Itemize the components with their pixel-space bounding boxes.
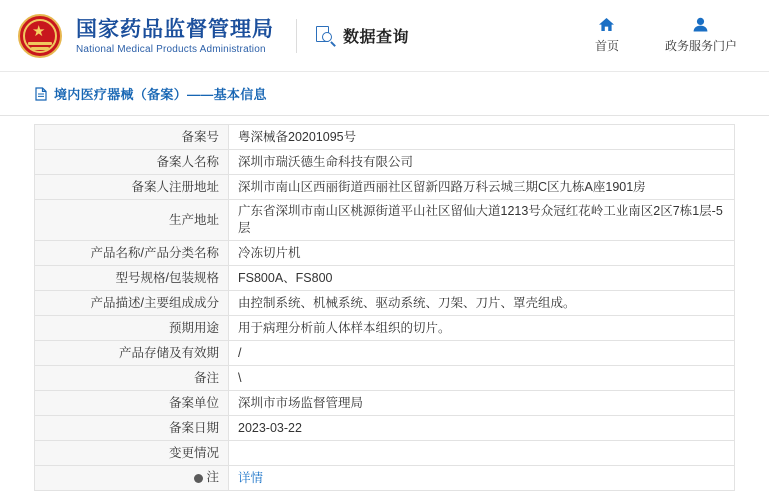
row-label: 产品名称/产品分类名称 <box>35 241 229 266</box>
row-label: 备案人注册地址 <box>35 175 229 200</box>
row-value: 深圳市瑞沃德生命科技有限公司 <box>229 150 735 175</box>
detail-link[interactable]: 详情 <box>238 470 264 485</box>
table-row <box>35 150 735 175</box>
user-icon <box>692 17 709 32</box>
basic-info-table <box>34 124 735 491</box>
row-value: FS800A、FS800 <box>229 266 735 291</box>
table-row <box>35 200 735 241</box>
table-row <box>35 391 735 416</box>
row-value: 由控制系统、机械系统、驱动系统、刀架、刀片、罩壳组成。 <box>229 291 735 316</box>
national-emblem-icon: ★ <box>18 13 64 59</box>
org-name-en: National Medical Products Administration <box>76 43 266 55</box>
row-value: 用于病理分析前人体样本组织的切片。 <box>229 316 735 341</box>
nav-item-home[interactable] <box>587 17 627 54</box>
table-row <box>35 125 735 150</box>
table-row <box>35 241 735 266</box>
row-value-note <box>229 466 735 491</box>
table-row <box>35 316 735 341</box>
row-value: / <box>229 341 735 366</box>
row-label: 型号规格/包装规格 <box>35 266 229 291</box>
row-value: 2023-03-22 <box>229 416 735 441</box>
header-divider <box>296 19 297 53</box>
row-value: 广东省深圳市南山区桃源街道平山社区留仙大道1213号众冠红花岭工业南区2区7栋1层-5层 <box>229 200 735 241</box>
table-row <box>35 341 735 366</box>
header-nav <box>587 17 747 54</box>
note-dot-icon <box>194 474 203 483</box>
row-value <box>229 441 735 466</box>
row-value: 冷冻切片机 <box>229 241 735 266</box>
table-row <box>35 266 735 291</box>
row-label: 产品描述/主要组成成分 <box>35 291 229 316</box>
row-label: 备案单位 <box>35 391 229 416</box>
document-icon <box>34 87 48 101</box>
row-label: 产品存储及有效期 <box>35 341 229 366</box>
row-label: 预期用途 <box>35 316 229 341</box>
row-label-note <box>35 466 229 491</box>
table-row <box>35 366 735 391</box>
info-table-wrap <box>0 116 769 491</box>
table-row-note <box>35 466 735 491</box>
row-value: 深圳市南山区西丽街道西丽社区留新四路万科云城三期C区九栋A座1901房 <box>229 175 735 200</box>
nav-item-service-portal-label: 政务服务门户 <box>664 39 737 53</box>
row-label: 生产地址 <box>35 200 229 241</box>
org-name-cn: 国家药品监督管理局 <box>76 16 274 41</box>
home-icon <box>598 17 615 32</box>
table-row <box>35 441 735 466</box>
org-identity <box>76 16 274 56</box>
row-label: 备注 <box>35 366 229 391</box>
data-query-label: 数据查询 <box>343 29 410 46</box>
data-query-entry[interactable] <box>315 24 409 47</box>
row-label: 备案人名称 <box>35 150 229 175</box>
table-row <box>35 175 735 200</box>
document-search-icon <box>315 25 337 47</box>
row-value: \ <box>229 366 735 391</box>
site-header <box>0 0 769 72</box>
row-label: 变更情况 <box>35 441 229 466</box>
row-value: 深圳市市场监督管理局 <box>229 391 735 416</box>
nav-item-service-portal[interactable] <box>665 17 737 54</box>
row-label-note-text: 注 <box>206 470 219 484</box>
row-label: 备案日期 <box>35 416 229 441</box>
table-body <box>35 125 735 491</box>
table-row <box>35 291 735 316</box>
page-title-bar <box>0 72 769 116</box>
table-row <box>35 416 735 441</box>
row-label: 备案号 <box>35 125 229 150</box>
row-value: 粤深械备20201095号 <box>229 125 735 150</box>
page-title: 境内医疗器械（备案）——基本信息 <box>54 87 267 102</box>
nav-item-home-label: 首页 <box>594 39 619 53</box>
